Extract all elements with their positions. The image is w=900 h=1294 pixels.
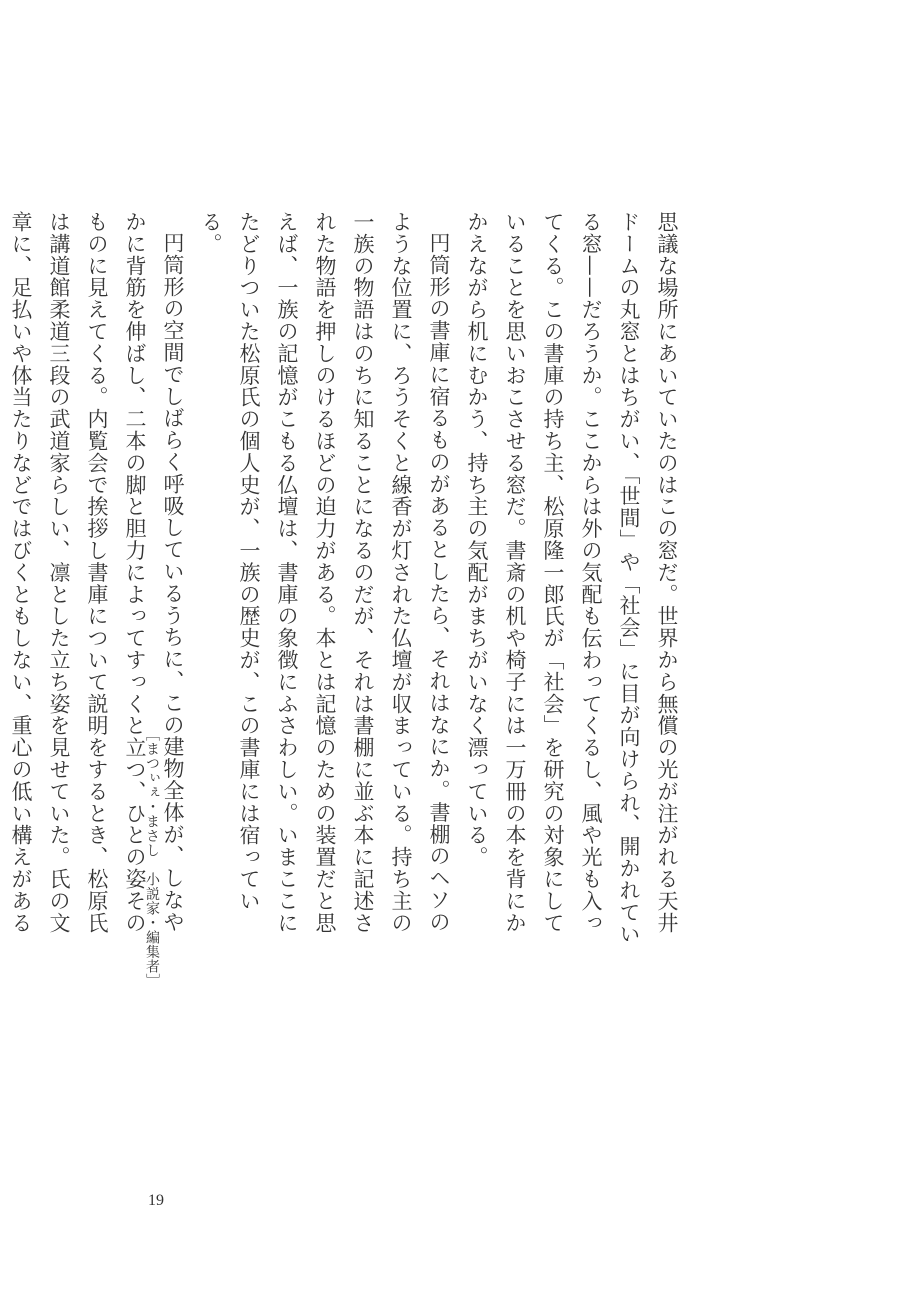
paragraph-2: 円筒形の書庫に宿るものがあるとしたら、それはなにか。書棚のヘソのような位置に、ろうそくと線香が灯された仏壇が収まっている。持ち主の一族の物語はのちに知ることになるのだが、それは書棚に並ぶ本に記述された物語を押しのけるほどの迫力がある。本とは記憶のための装置だと思えば、一族の記憶がこもる仏壇は、書庫の象徴にふさわしい。いまここにたどりついた松原氏の個人史が、一族の歴史が、この書庫には宿っている。 bbox=[199, 211, 451, 934]
paragraph-1: 思議な場所にあいていたのはこの窓だ。世界から無償の光が注がれる天井ドームの丸窓とはちがい、「世間」や「社会」に目が向けられ、開かれている窓——だろうか。ここからは外の気配も伝わってくるし、風や光も入ってくる。この書庫の持ち主、松原隆一郎氏が「社会」を研究の対象にしていることを思いおこさせる窓だ。書斎の机や椅子には一万冊の本を背にかかえながら机にむかう、持ち主の気配がまちがいなく漂っている。 bbox=[465, 211, 679, 946]
paragraph-3: 円筒形の空間でしばらく呼吸しているうちに、この建物全体が、しなやかに背筋を伸ばし、二本の脚と胆力によってすっくと立つ、ひとの姿そのものに見えてくる。内覧会で挨拶し書庫について説明をするとき、松原氏は講道館柔道三段の武道家らしい、凛とした立ち姿を見せていた。氏の文章に、足払いや体当たりなどではびくともしない、重心の低い構えがある bbox=[9, 211, 185, 934]
page-number: 19 bbox=[148, 1192, 164, 1209]
author-byline: ［まつぃぇ・まさし 小説家・編集者］ bbox=[144, 727, 160, 988]
essay-body bbox=[0, 211, 686, 951]
